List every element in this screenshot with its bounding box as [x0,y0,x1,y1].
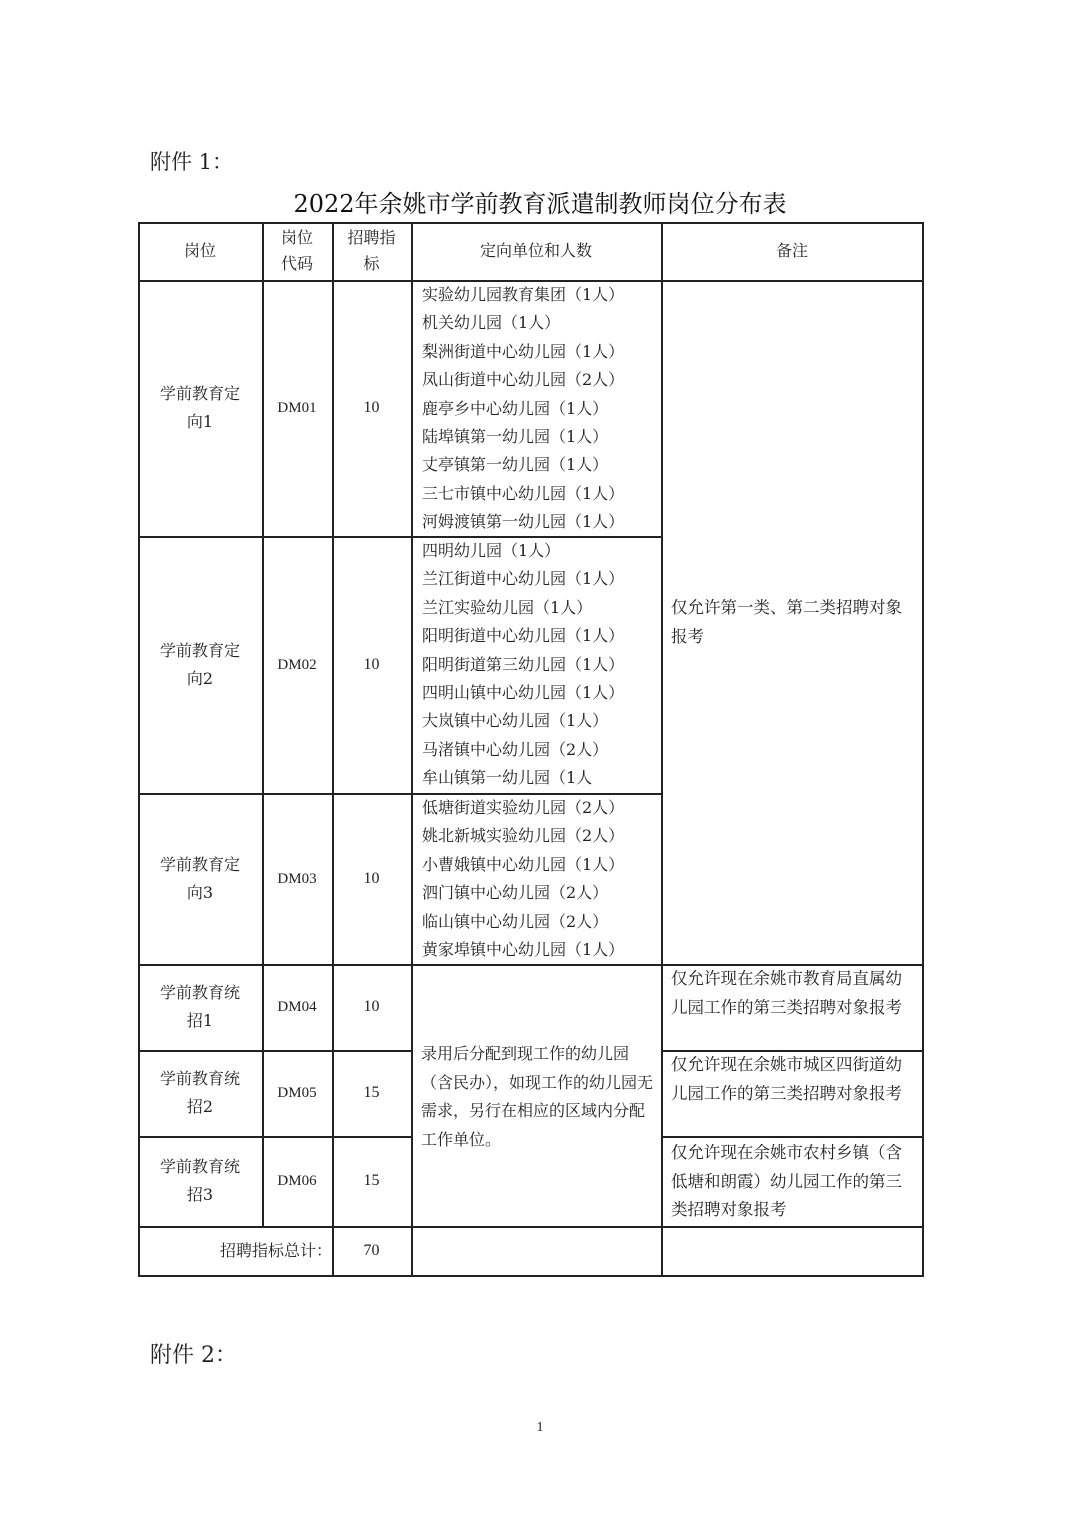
header-units-text: 定向单位和人数 [479,241,592,260]
unit-item: 马渚镇中心幼儿园（2人） [422,739,609,759]
shared-units-dm04-dm06: 录用后分配到现工作的幼儿园（含民办），如现工作的幼儿园无需求，另行在相应的区域内分配工作单位。 [421,1044,654,1149]
row-dm04-note: 仅允许现在余姚市教育局直属幼儿园工作的第三类招聘对象报考 [671,969,902,1017]
row-dm05-position: 学前教育统 招2 [159,1069,240,1116]
unit-item: 鹿亭乡中心幼儿园（1人） [422,398,609,418]
unit-item: 机关幼儿园（1人） [422,313,561,333]
unit-item: 实验幼儿园教育集团（1人） [422,285,625,304]
unit-item: 阳明街道中心幼儿园（1人） [422,626,625,646]
col-divider [661,222,663,1276]
unit-item: 梨洲街道中心幼儿园（1人） [422,341,625,361]
row-dm06-code: DM06 [277,1173,317,1189]
header-notes [661,222,923,280]
col-divider [411,222,413,1276]
row-dm03-position: 学前教育定 向3 [159,854,240,902]
header-quota-text: 招聘指 标 [347,228,396,273]
unit-item: 三七市镇中心幼儿园（1人） [422,483,625,503]
unit-item: 凤山街道中心幼儿园（2人） [422,370,625,390]
unit-item: 黄家埠镇中心幼儿园（1人） [422,940,625,960]
unit-item: 泗门镇中心幼儿园（2人） [422,883,609,903]
row-dm04-quota: 10 [363,998,380,1015]
attachment-1-label: 附件 1： [150,150,234,174]
header-position-text: 岗位 [183,241,216,260]
shared-note-dm01-dm03: 仅允许第一类、第二类招聘对象报考 [671,598,902,646]
row-dm02-quota: 10 [363,655,380,673]
unit-item: 四明幼儿园（1人） [422,541,561,560]
unit-item: 四明山镇中心幼儿园（1人） [422,683,625,703]
total-value: 70 [363,1242,380,1259]
unit-item: 牟山镇第一幼儿园（1人 [422,768,593,788]
header-units [411,222,661,280]
row-dm01-position: 学前教育定 向1 [159,384,240,431]
unit-item: 临山镇中心幼儿园（2人） [422,911,609,931]
unit-item: 姚北新城实验幼儿园（2人） [422,826,625,846]
header-code-text: 岗位 代码 [280,228,313,273]
row-dm06-note: 仅允许现在余姚市农村乡镇（含低塘和朗霞）幼儿园工作的第三类招聘对象报考 [671,1143,902,1219]
unit-item: 小曹娥镇中心幼儿园（1人） [422,854,625,874]
unit-item: 河姆渡镇第一幼儿园（1人） [422,512,625,532]
position-distribution-table [138,222,923,1276]
page-number: 1 [536,1420,544,1435]
row-dm04-position: 学前教育统 招1 [159,983,240,1030]
row-dm03-code: DM03 [277,870,317,887]
table-border-right [922,222,924,1276]
row-divider [661,1136,923,1138]
row-dm03-units [422,794,624,964]
row-dm02-units [422,537,624,793]
row-dm05-code: DM05 [277,1085,317,1101]
header-notes-text: 备注 [775,241,808,260]
header-code [262,222,332,280]
unit-item: 陆埠镇第一幼儿园（1人） [422,427,609,447]
row-dm05-quota: 15 [363,1084,380,1101]
row-dm01-units [422,281,624,537]
row-dm04-code: DM04 [277,999,317,1015]
attachment-2-label: 附件 2： [150,1343,237,1368]
unit-item: 兰江街道中心幼儿园（1人） [422,569,625,589]
row-dm06-quota: 15 [363,1172,380,1189]
unit-item: 丈亭镇第一幼儿园（1人） [422,455,609,475]
unit-item: 低塘街道实验幼儿园（2人） [422,798,625,817]
row-dm02-code: DM02 [277,656,317,673]
row-dm01-code: DM01 [277,400,317,416]
row-dm03-quota: 10 [363,869,380,887]
total-label: 招聘指标总计： [219,1241,332,1260]
row-dm01-quota: 10 [363,399,380,416]
header-position [138,222,262,280]
row-dm05-note: 仅允许现在余姚市城区四街道幼儿园工作的第三类招聘对象报考 [671,1055,902,1103]
unit-item: 兰江实验幼儿园（1人） [422,597,593,617]
row-dm06-position: 学前教育统 招3 [159,1157,240,1204]
table-title: 2022年余姚市学前教育派遣制教师岗位分布表 [293,190,787,218]
unit-item: 大岚镇中心幼儿园（1人） [422,711,609,731]
header-quota [332,222,411,280]
row-dm02-position: 学前教育定 向2 [159,640,240,688]
unit-item: 阳明街道第三幼儿园（1人） [422,654,625,674]
